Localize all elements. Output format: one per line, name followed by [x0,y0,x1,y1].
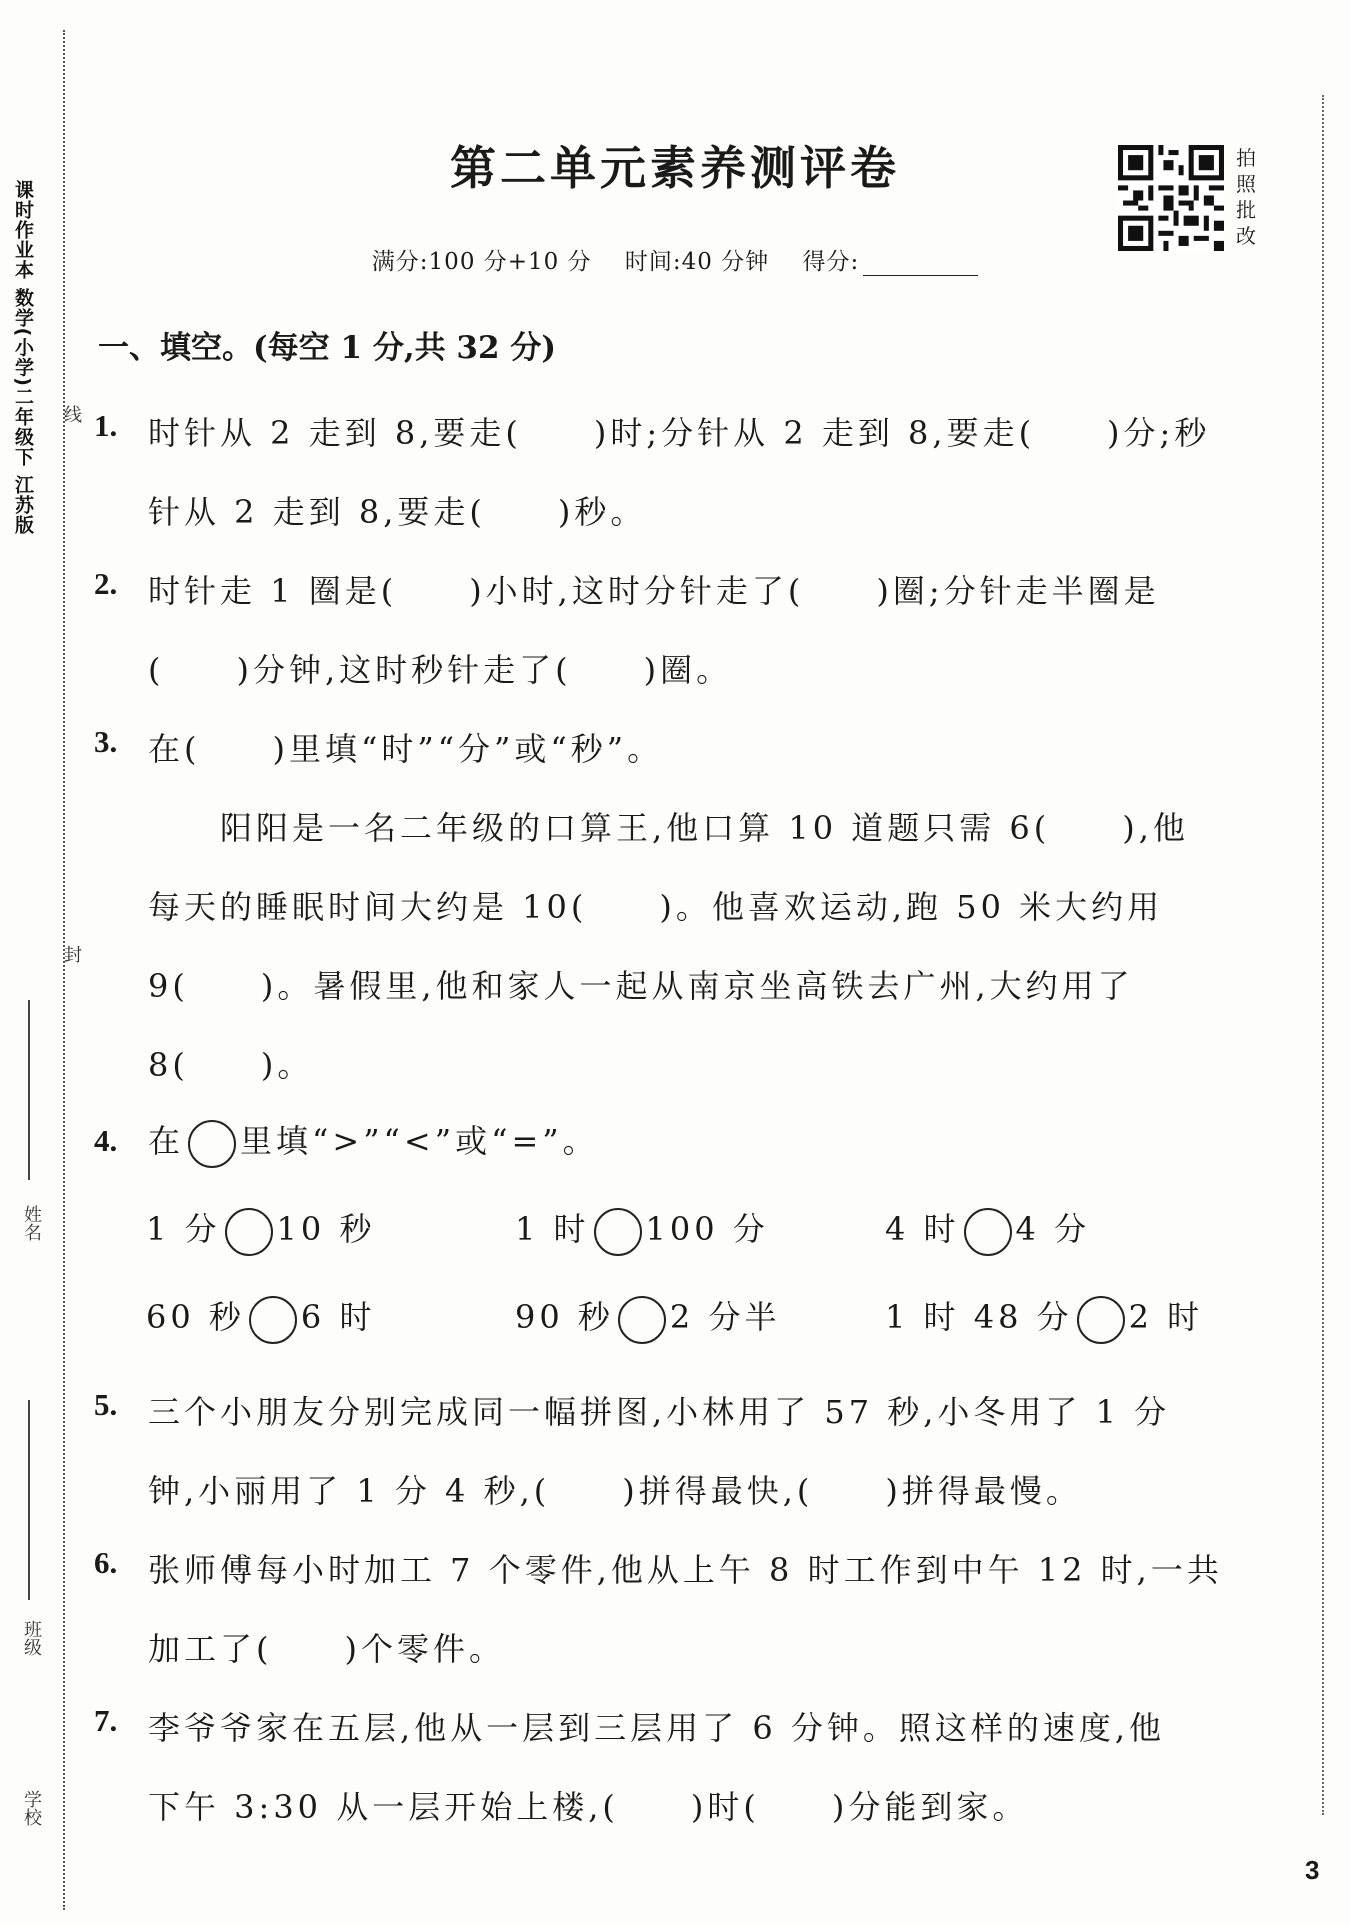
compare-circle[interactable] [249,1296,297,1344]
q3-line-2: 阳阳是一名二年级的口算王,他口算 10 道题只需 6( ),他 [148,809,1189,847]
question-number: 5. [94,1387,118,1422]
qr-label: 拍 照 批 改 [1236,146,1256,248]
compare-circle[interactable] [225,1208,273,1256]
page-number: 3 [1305,1855,1320,1885]
compare-circle[interactable] [964,1208,1012,1256]
section-heading: 一、填空。(每空 1 分,共 32 分) [98,330,557,366]
compare-item: 1 分 10 秒 [146,1204,375,1256]
margin-feng: 封 [61,945,82,963]
class-write-line [28,1400,30,1600]
q2-line-1: 时针走 1 圈是( )小时,这时分针走了( )圈;分针走半圈是 [148,572,1160,610]
right-dotted-line [1322,95,1324,1815]
q3-line-4: 9( )。暑假里,他和家人一起从南京坐高铁去广州,大约用了 [148,967,1134,1005]
page-title: 第二单元素养测评卷 [450,141,900,195]
compare-item: 90 秒 2 分半 [515,1292,780,1344]
score-blank[interactable] [863,274,978,276]
q5-line-1: 三个小朋友分别完成同一幅拼图,小林用了 57 秒,小冬用了 1 分 [148,1393,1171,1431]
compare-item: 1 时 48 分 2 时 [885,1292,1203,1344]
margin-school-label: 学校 [21,1790,42,1826]
q1-line-1: 时针从 2 走到 8,要走( )时;分针从 2 走到 8,要走( )分;秒 [148,414,1211,452]
q3-line-3: 每天的睡眠时间大约是 10( )。他喜欢运动,跑 50 米大约用 [148,888,1164,926]
compare-circle[interactable] [594,1208,642,1256]
margin-xian: 线 [61,405,82,423]
compare-circle[interactable] [618,1296,666,1344]
time-limit: 时间:40 分钟 [624,249,770,275]
score-label: 得分: [802,249,860,275]
binding-dotted-line [63,30,65,1910]
q6-line-2: 加工了( )个零件。 [148,1630,505,1668]
full-score: 满分:100 分+10 分 [371,249,592,275]
question-number: 3. [94,724,118,759]
compare-item: 1 时 100 分 [515,1204,769,1256]
q7-line-2: 下午 3:30 从一层开始上楼,( )时( )分能到家。 [148,1788,1029,1826]
compare-item: 4 时 4 分 [885,1204,1090,1256]
name-write-line [28,1000,30,1180]
question-number: 1. [94,408,118,443]
question-number: 6. [94,1545,118,1580]
q3-line-1: 在( )里填“时”“分”或“秒”。 [148,730,664,768]
compare-item: 60 秒 6 时 [146,1292,375,1344]
q6-line-1: 张师傅每小时加工 7 个零件,他从上午 8 时工作到中午 12 时,一共 [148,1551,1223,1589]
compare-circle-icon [188,1120,236,1168]
side-book-code: 课时作业本 数学(小学)二年级下 江苏版 [12,180,34,535]
margin-class-label: 班级 [21,1620,42,1656]
compare-circle[interactable] [1077,1296,1125,1344]
question-number: 2. [94,566,118,601]
score-meta [0,243,1350,276]
q4-instruction: 在 里填“>”“<”或“=”。 [148,1116,599,1168]
q7-line-1: 李爷爷家在五层,他从一层到三层用了 6 分钟。照这样的速度,他 [148,1709,1166,1747]
q5-line-2: 钟,小丽用了 1 分 4 秒,( )拼得最快,( )拼得最慢。 [148,1472,1082,1510]
margin-name-label: 姓名 [21,1205,42,1241]
q1-line-2: 针从 2 走到 8,要走( )秒。 [148,493,647,531]
question-number: 4. [94,1123,118,1158]
qr-code-icon [1118,145,1224,251]
q3-line-5: 8( )。 [148,1046,314,1084]
q2-line-2: ( )分钟,这时秒针走了( )圈。 [148,651,733,689]
question-number: 7. [94,1703,118,1738]
